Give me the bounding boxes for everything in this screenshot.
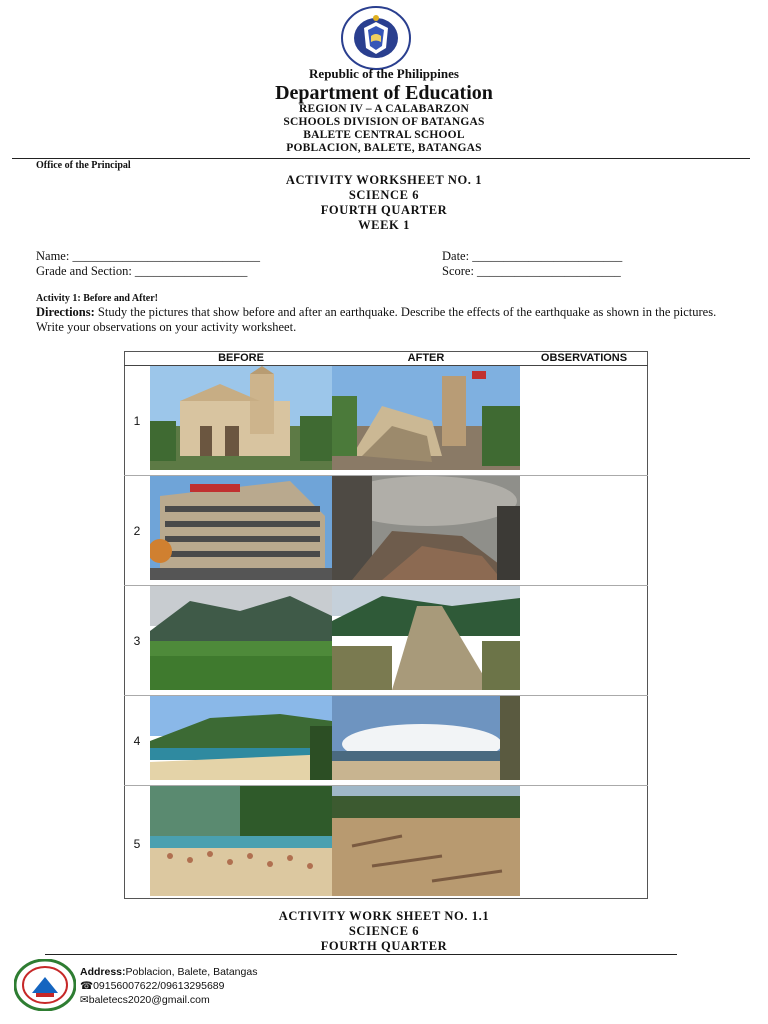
worksheet-title: ACTIVITY WORKSHEET NO. 1 — [285, 173, 483, 187]
table-row — [124, 786, 648, 902]
before-image-beach — [150, 696, 332, 786]
row-number: 2 — [124, 476, 150, 586]
footer-divider — [45, 954, 677, 955]
worksheet2-quarter: FOURTH QUARTER — [320, 939, 448, 953]
worksheet-week: WEEK 1 — [358, 218, 410, 232]
before-image-field — [150, 586, 332, 696]
after-image-landslide — [332, 586, 520, 696]
after-image-church-collapsed — [332, 366, 520, 476]
observation-cell[interactable] — [520, 586, 648, 696]
worksheet-subject: SCIENCE 6 — [348, 188, 420, 202]
before-image-building — [150, 476, 332, 586]
region-line: REGION IV – A CALABARZON — [298, 103, 470, 115]
header-divider — [12, 158, 750, 159]
footer-address-value: Poblacion, Balete, Batangas — [125, 966, 258, 978]
footer-address-label: Address: — [80, 966, 126, 978]
footer-address — [80, 966, 257, 978]
footer-email: ✉baletecs2020@gmail.com — [80, 994, 210, 1006]
before-image-beach-crowd — [150, 786, 332, 902]
activity-table — [124, 351, 648, 901]
table-header-row — [124, 351, 648, 366]
table-row — [124, 586, 648, 696]
observation-cell[interactable] — [520, 696, 648, 786]
date-field[interactable]: Date: ________________________ — [442, 249, 623, 263]
observation-cell[interactable] — [520, 786, 648, 902]
after-image-rubble — [332, 476, 520, 586]
activity-title: Activity 1: Before and After! — [36, 293, 159, 304]
school-address-line: POBLACION, BALETE, BATANGAS — [286, 142, 482, 154]
directions-paragraph — [36, 305, 736, 335]
worksheet2-title: ACTIVITY WORK SHEET NO. 1.1 — [278, 909, 490, 923]
directions-text: Study the pictures that show before and after an earthquake. Describe the effects of the earthquake as shown in the pictures. Write your observations on your activity worksheet. — [36, 305, 717, 334]
footer-phone: ☎09156007622/09613295689 — [80, 980, 225, 992]
school-line: BALETE CENTRAL SCHOOL — [303, 129, 465, 141]
worksheet2-subject: SCIENCE 6 — [348, 924, 420, 938]
after-image-beach-aftermath — [332, 786, 520, 902]
before-image-church — [150, 366, 332, 476]
observation-cell[interactable] — [520, 366, 648, 476]
department-heading: Department of Education — [275, 82, 493, 104]
directions-label: Directions: — [36, 305, 95, 319]
row-number: 1 — [124, 366, 150, 476]
deped-seal-icon — [340, 6, 412, 70]
name-field[interactable]: Name: ______________________________ — [36, 249, 260, 263]
school-logo-icon — [14, 959, 76, 1011]
grade-section-field[interactable]: Grade and Section: __________________ — [36, 264, 248, 278]
table-row — [124, 696, 648, 786]
office-label: Office of the Principal — [36, 160, 131, 171]
table-row — [124, 366, 648, 476]
header-before: BEFORE — [150, 351, 332, 366]
table-row — [124, 476, 648, 586]
header-observations: OBSERVATIONS — [520, 351, 648, 366]
row-number: 5 — [124, 786, 150, 902]
score-field[interactable]: Score: _______________________ — [442, 264, 621, 278]
republic-heading: Republic of the Philippines — [309, 66, 459, 81]
division-line: SCHOOLS DIVISION OF BATANGAS — [283, 116, 485, 128]
observation-cell[interactable] — [520, 476, 648, 586]
row-number: 4 — [124, 696, 150, 786]
after-image-wave — [332, 696, 520, 786]
header-after: AFTER — [332, 351, 520, 366]
row-number: 3 — [124, 586, 150, 696]
worksheet-quarter: FOURTH QUARTER — [320, 203, 448, 217]
